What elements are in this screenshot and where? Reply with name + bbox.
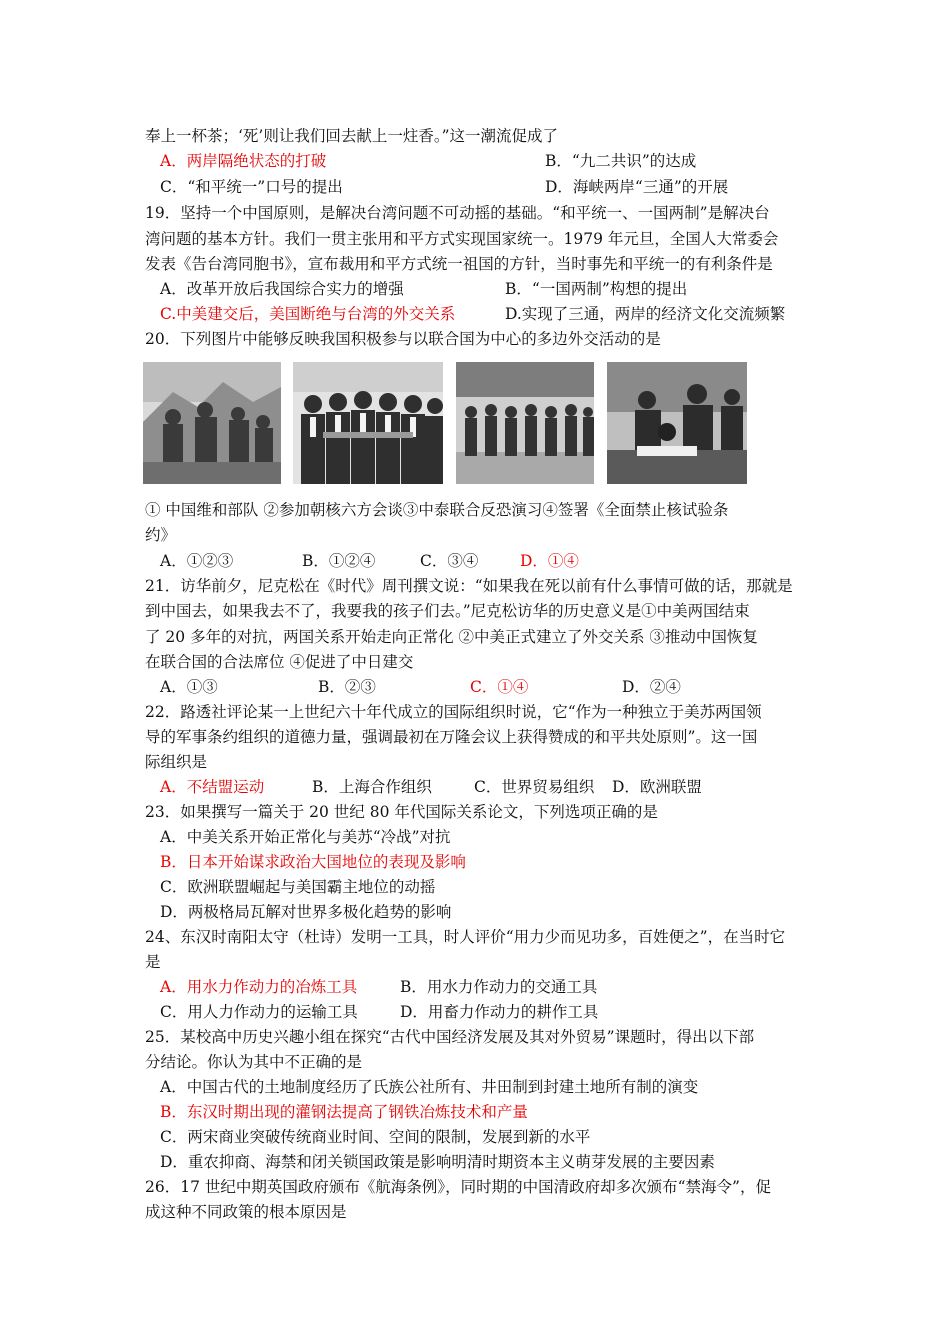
q20-option-c: C．③④ bbox=[420, 552, 479, 570]
q23-option-a: A．中美关系开始正常化与美苏“冷战”对抗 bbox=[160, 828, 451, 846]
q19-option-b: B．“一国两制”构想的提出 bbox=[505, 280, 688, 298]
q22-option-d: D．欧洲联盟 bbox=[612, 778, 702, 796]
q22-option-b: B．上海合作组织 bbox=[312, 778, 432, 796]
q22-stem-1: 22．路透社评论某一上世纪六十年代成立的国际组织时说，它“作为一种独立于美苏两国领 bbox=[145, 703, 762, 721]
q22-stem-2: 导的军事条约组织的道德力量，强调最初在万隆会议上获得赞成的和平共处原则”。这一国 bbox=[145, 728, 758, 746]
q24-option-b: B．用水力作动力的交通工具 bbox=[400, 978, 598, 996]
q22-option-a: A．不结盟运动 bbox=[160, 778, 265, 796]
q19-stem-1: 19．坚持一个中国原则，是解决台湾问题不可动摇的基础。“和平统一、一国两制”是解决台 bbox=[145, 204, 770, 222]
six-party-talks-photo bbox=[293, 362, 443, 484]
q25-option-d: D．重农抑商、海禁和闭关锁国政策是影响明清时期资本主义萌芽发展的主要因素 bbox=[160, 1153, 715, 1171]
q23-option-d: D．两极格局瓦解对世界多极化趋势的影响 bbox=[160, 903, 452, 921]
q21-stem-3: 了 20 多年的对抗，两国关系开始走向正常化 ②中美正式建立了外交关系 ③推动中国恢复 bbox=[145, 628, 758, 646]
q22-stem-3: 际组织是 bbox=[145, 753, 208, 771]
q18-option-d: D．海峡两岸“三通”的开展 bbox=[545, 178, 729, 196]
q19-option-d: D.实现了三通，两岸的经济文化交流频繁 bbox=[505, 305, 786, 323]
q23-option-b: B．日本开始谋求政治大国地位的表现及影响 bbox=[160, 853, 466, 871]
q21-option-b: B．②③ bbox=[318, 678, 376, 696]
q19-option-c: C.中美建交后，美国断绝与台湾的外交关系 bbox=[160, 305, 456, 323]
q19-stem-3: 发表《告台湾同胞书》，宣布裁用和平方式统一祖国的方针，当时事先和平统一的有利条件是 bbox=[145, 255, 773, 273]
q21-option-d: D．②④ bbox=[622, 678, 681, 696]
q24-option-d: D．用畜力作动力的耕作工具 bbox=[400, 1003, 599, 1021]
q18-option-c: C．“和平统一”口号的提出 bbox=[160, 178, 343, 196]
q21-stem-2: 到中国去，如果我去不了，我要我的孩子们去。”尼克松访华的历史意义是①中美两国结束 bbox=[145, 602, 750, 620]
q20-caption-2: 约》 bbox=[145, 526, 177, 544]
anti-terror-drill-photo bbox=[456, 362, 594, 484]
q25-option-c: C．两宋商业突破传统商业时间、空间的限制，发展到新的水平 bbox=[160, 1128, 591, 1146]
q24-stem-1: 24、东汉时南阳太守（杜诗）发明一工具，时人评价“用力少而见功多，百姓便之”，在当时它 bbox=[145, 928, 786, 946]
q20-caption-1: ① 中国维和部队 ②参加朝核六方会谈③中泰联合反恐演习④签署《全面禁止核试验条 bbox=[145, 501, 729, 519]
q25-stem-2: 分结论。你认为其中不正确的是 bbox=[145, 1053, 363, 1071]
q20-option-d: D．①④ bbox=[520, 552, 579, 570]
q25-stem-1: 25．某校高中历史兴趣小组在探究“古代中国经济发展及其对外贸易”课题时，得出以下部 bbox=[145, 1028, 755, 1046]
q19-stem-2: 湾问题的基本方针。我们一贯主张用和平方式实现国家统一。1979 年元旦，全国人大常委会 bbox=[145, 230, 779, 248]
q21-option-a: A．①③ bbox=[160, 678, 218, 696]
q24-stem-2: 是 bbox=[145, 953, 161, 971]
q25-option-b: B．东汉时期出现的灌钢法提高了钢铁冶炼技术和产量 bbox=[160, 1103, 528, 1121]
q22-option-c: C．世界贸易组织 bbox=[474, 778, 595, 796]
q24-option-c: C．用人力作动力的运输工具 bbox=[160, 1003, 358, 1021]
peacekeeping-troops-photo bbox=[143, 362, 281, 484]
q26-stem-1: 26．17 世纪中期英国政府颁布《航海条例》，同时期的中国清政府却多次颁布“禁海令”，促 bbox=[145, 1178, 771, 1196]
q20-option-b: B．①②④ bbox=[302, 552, 376, 570]
treaty-signing-photo bbox=[607, 362, 747, 484]
q18-stem-end: 奉上一杯茶；‘死’则让我们回去献上一炷香。”这一潮流促成了 bbox=[145, 127, 559, 145]
q23-stem: 23．如果撰写一篇关于 20 世纪 80 年代国际关系论文，下列选项正确的是 bbox=[145, 803, 658, 821]
q21-stem-4: 在联合国的合法席位 ④促进了中日建交 bbox=[145, 653, 414, 671]
q26-stem-2: 成这种不同政策的根本原因是 bbox=[145, 1203, 347, 1221]
q23-option-c: C．欧洲联盟崛起与美国霸主地位的动摇 bbox=[160, 878, 436, 896]
q18-option-b: B．“九二共识”的达成 bbox=[545, 152, 697, 170]
q25-option-a: A．中国古代的土地制度经历了氏族公社所有、井田制到封建土地所有制的演变 bbox=[160, 1078, 699, 1096]
q20-option-a: A．①②③ bbox=[160, 552, 234, 570]
q24-option-a: A．用水力作动力的冶炼工具 bbox=[160, 978, 358, 996]
q20-stem: 20．下列图片中能够反映我国积极参与以联合国为中心的多边外交活动的是 bbox=[145, 330, 661, 348]
q21-option-c: C．①④ bbox=[470, 678, 529, 696]
q18-option-a: A．两岸隔绝状态的打破 bbox=[160, 152, 327, 170]
q21-stem-1: 21．访华前夕，尼克松在《时代》周刊撰文说：“如果我在死以前有什么事情可做的话，那就是 bbox=[145, 577, 793, 595]
q19-option-a: A．改革开放后我国综合实力的增强 bbox=[160, 280, 404, 298]
